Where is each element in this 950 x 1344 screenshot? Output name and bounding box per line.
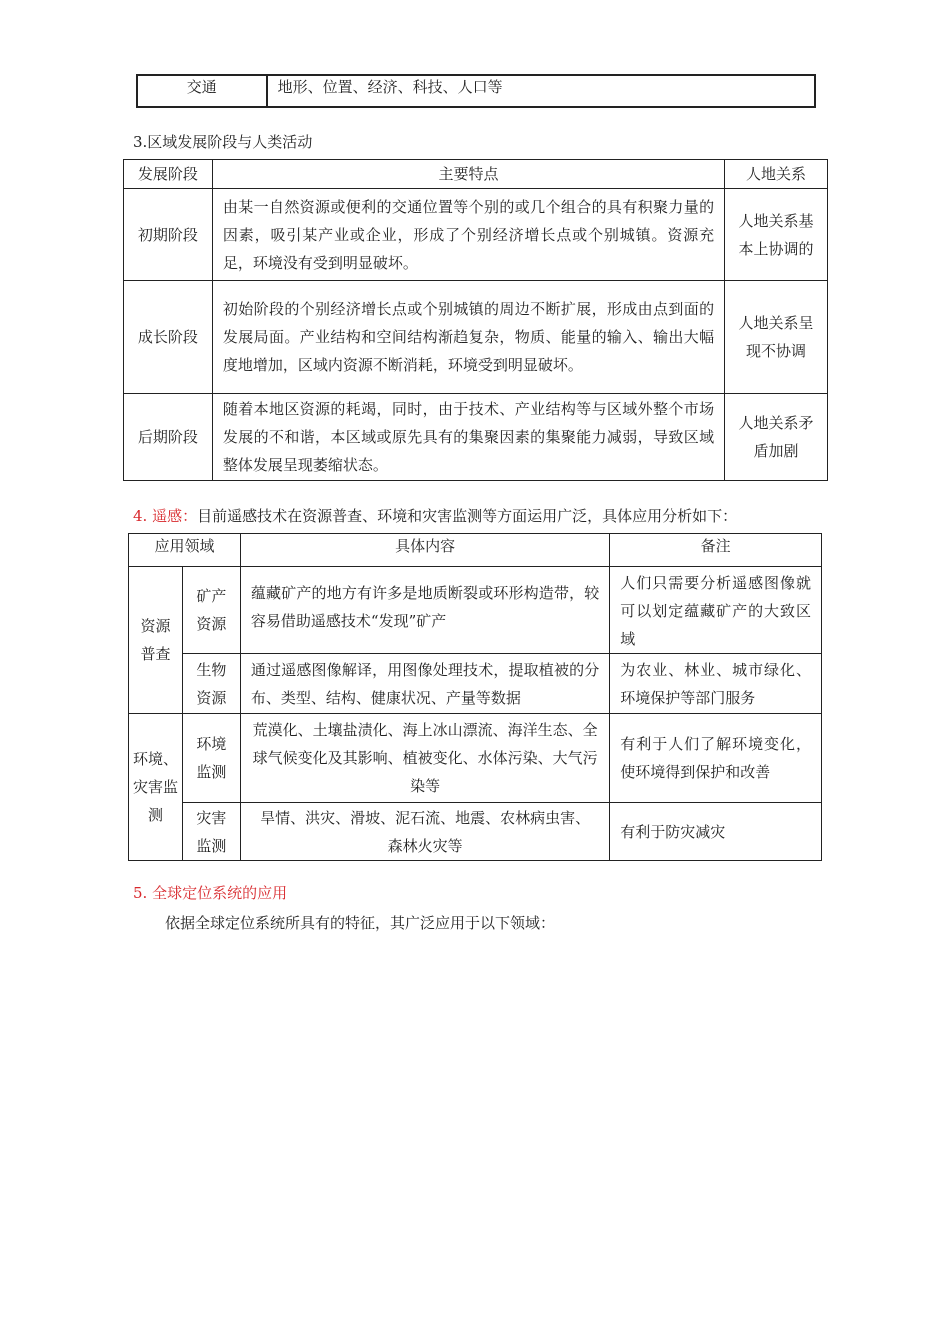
group-environment-monitoring: 环境、灾害监测 — [129, 714, 183, 861]
stage-name: 初期阶段 — [124, 189, 213, 281]
group-resource-survey: 资源普查 — [129, 567, 183, 714]
header-note: 备注 — [610, 534, 822, 567]
header-relation: 人地关系 — [725, 160, 828, 189]
domain-content: 蕴藏矿产的地方有许多是地质断裂或环形构造带，较容易借助遥感技术“发现”矿产 — [240, 567, 609, 654]
section4-heading — [133, 505, 737, 526]
sub-domain: 灾害监测 — [182, 803, 240, 861]
transport-label: 交通 — [137, 75, 267, 107]
stage-feature: 随着本地区资源的耗竭，同时，由于技术、产业结构等与区域外整个市场发展的不和谐，本区域或原先具有的集聚因素的集聚能力减弱，导致区域整体发展呈现萎缩状态。 — [212, 394, 724, 481]
header-stage: 发展阶段 — [124, 160, 213, 189]
transport-table — [136, 74, 816, 108]
table-row — [124, 394, 828, 481]
header-feature: 主要特点 — [212, 160, 724, 189]
domain-content: 通过遥感图像解译，用图像处理技术，提取植被的分布、类型、结构、健康状况、产量等数据 — [240, 654, 609, 714]
stage-feature: 由某一自然资源或便利的交通位置等个别的或几个组合的具有积聚力量的因素，吸引某产业或企业，形成了个别经济增长点或个别城镇。资源充足，环境没有受到明显破坏。 — [212, 189, 724, 281]
section3-heading: 3.区域发展阶段与人类活动 — [133, 133, 313, 151]
table-row — [124, 281, 828, 394]
domain-note: 人们只需要分析遥感图像就可以划定蕴藏矿产的大致区域 — [610, 567, 822, 654]
table-row — [129, 803, 822, 861]
section4-intro: 目前遥感技术在资源普查、环境和灾害监测等方面运用广泛，具体应用分析如下： — [197, 507, 738, 525]
domain-note: 有利于人们了解环境变化，使环境得到保护和改善 — [610, 714, 822, 803]
domain-content: 旱情、洪灾、滑坡、泥石流、地震、农林病虫害、森林火灾等 — [240, 803, 609, 861]
table-row — [124, 189, 828, 281]
section5-heading: 5. 全球定位系统的应用 — [133, 884, 288, 902]
sub-domain: 矿产资源 — [182, 567, 240, 654]
header-domain: 应用领域 — [129, 534, 241, 567]
domain-content: 荒漠化、土壤盐渍化、海上冰山漂流、海洋生态、全球气候变化及其影响、植被变化、水体污染、大气污染等 — [240, 714, 609, 803]
remote-sensing-table — [128, 533, 822, 861]
table-row — [129, 654, 822, 714]
section5-paragraph: 依据全球定位系统所具有的特征，其广泛应用于以下领域： — [165, 914, 556, 932]
stage-feature: 初始阶段的个别经济增长点或个别城镇的周边不断扩展，形成由点到面的发展局面。产业结构和空间结构渐趋复杂，物质、能量的输入、输出大幅度地增加，区域内资源不断消耗，环境受到明显破坏。 — [212, 281, 724, 394]
table-row — [129, 567, 822, 654]
stage-name: 后期阶段 — [124, 394, 213, 481]
stage-name: 成长阶段 — [124, 281, 213, 394]
stage-relation: 人地关系呈现不协调 — [725, 281, 828, 394]
development-stage-table — [123, 159, 828, 481]
sub-domain: 生物资源 — [182, 654, 240, 714]
domain-note: 有利于防灾减灾 — [610, 803, 822, 861]
section4-title: 4. 遥感： — [133, 507, 198, 525]
header-content: 具体内容 — [240, 534, 609, 567]
domain-note: 为农业、林业、城市绿化、环境保护等部门服务 — [610, 654, 822, 714]
sub-domain: 环境监测 — [182, 714, 240, 803]
transport-factors: 地形、位置、经济、科技、人口等 — [267, 75, 815, 107]
table-row — [129, 714, 822, 803]
stage-relation: 人地关系基本上协调的 — [725, 189, 828, 281]
stage-relation: 人地关系矛盾加剧 — [725, 394, 828, 481]
